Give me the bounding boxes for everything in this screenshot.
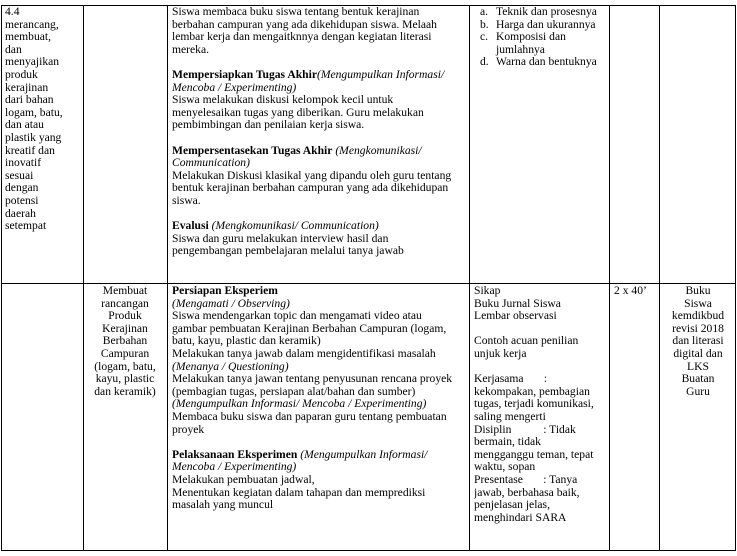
materi-line: Produk bbox=[108, 309, 142, 323]
penilaian-line: bermain, tidak bbox=[474, 435, 541, 449]
kd-line: produk bbox=[5, 67, 38, 81]
sumber-line: Buku bbox=[685, 285, 711, 297]
kd-line: inovatif bbox=[5, 156, 42, 170]
row2-sumber-cell bbox=[662, 285, 734, 398]
penilaian-line: menghindari SARA bbox=[474, 510, 567, 524]
kd-line: dengan bbox=[5, 181, 39, 195]
penilaian-line: Contoh acuan penilian bbox=[474, 334, 579, 348]
body-line: Siswa mendengarkan topic dan mengamati video atau bbox=[172, 309, 422, 323]
col-border-3 bbox=[469, 5, 470, 551]
body-line: Membaca buku siswa dan paparan guru tentang pembuatan bbox=[172, 409, 447, 423]
list-text: Komposisi dan bbox=[496, 30, 566, 44]
penilaian-list bbox=[474, 6, 608, 69]
body-line: proyek bbox=[172, 422, 205, 436]
section-subtitle: (Menanya / Questioning) bbox=[172, 359, 289, 373]
sumber-line: dan literasi bbox=[672, 334, 724, 348]
col-border-0 bbox=[1, 5, 2, 551]
body-line: pembimbingan dan penilaian kerja siswa. bbox=[172, 118, 365, 132]
body-line: bentuk kerajinan berbahan campuran yang ada dikehidupan bbox=[172, 181, 449, 195]
kd-line: merancang, bbox=[5, 17, 59, 31]
row2-kegiatan-cell bbox=[172, 285, 468, 512]
kd-line: dan bbox=[5, 42, 22, 56]
body-line: batu, kayu, plastic dan keramik) bbox=[172, 334, 321, 348]
materi-line: Berbahan bbox=[102, 334, 148, 348]
sumber-line: Buatan bbox=[681, 372, 715, 386]
penilaian-line: Kerjasama : bbox=[474, 372, 548, 386]
kd-line: membuat, bbox=[5, 30, 52, 44]
kd-line: logam, batu, bbox=[5, 105, 63, 119]
section-title: Mempersentasekan Tugas Akhir bbox=[172, 143, 333, 157]
sumber-line: Siswa bbox=[684, 296, 712, 310]
materi-line: Campuran bbox=[100, 346, 150, 360]
section-subtitle: (Mengamati / Observing) bbox=[172, 296, 290, 310]
penilaian-line: Buku Jurnal Siswa bbox=[474, 296, 561, 310]
kd-line: dari bahan bbox=[5, 93, 54, 107]
section-subtitle: (Mengumpulkan Informasi/ bbox=[300, 447, 428, 461]
section-subtitle: Communication) bbox=[172, 156, 250, 170]
list-marker: b. bbox=[480, 17, 489, 31]
row1-kegiatan-cell bbox=[172, 6, 468, 258]
col-border-4 bbox=[609, 5, 610, 551]
col-border-1 bbox=[83, 5, 84, 551]
intro-line: berbahan campuran yang ada dikehidupan siswa. Melaah bbox=[172, 17, 437, 31]
row1-penilaian-cell bbox=[474, 6, 608, 69]
sumber-line: Guru bbox=[686, 384, 710, 398]
row2-penilaian-cell bbox=[474, 285, 608, 524]
section-heading bbox=[172, 69, 468, 82]
penilaian-line: jawab, berbahasa baik, bbox=[474, 485, 580, 499]
materi-line: Kerajinan bbox=[102, 321, 148, 335]
penilaian-line: waktu, sopan bbox=[474, 460, 536, 474]
kd-line: menyajikan bbox=[5, 55, 60, 69]
intro-line: lembar kerja dan mengaitknnya dengan kegiatan literasi bbox=[172, 30, 432, 44]
list-text: Harga dan ukurannya bbox=[496, 17, 596, 31]
section-subtitle: (Mengumpulkan Informasi/ bbox=[316, 67, 445, 81]
list-marker: c. bbox=[480, 30, 489, 44]
list-item bbox=[474, 31, 608, 56]
body-line: pengembangan pembelajaran melalui tanya jawab bbox=[172, 244, 404, 258]
penilaian-line: Lembar observasi bbox=[474, 309, 557, 323]
penilaian-line: penjelasan jelas, bbox=[474, 498, 550, 512]
section-title: Pelaksanaan Eksperimen bbox=[172, 447, 298, 461]
sumber-line: LKS bbox=[687, 359, 709, 373]
penilaian-line: Disiplin : Tidak bbox=[474, 422, 576, 436]
kd-line: daerah bbox=[5, 206, 36, 220]
penilaian-line: saling mengerti bbox=[474, 409, 546, 423]
kd-line: sesuai bbox=[5, 168, 34, 182]
body-line: Siswa dan guru melakukan interview hasil dan bbox=[172, 231, 389, 245]
list-marker: a. bbox=[480, 6, 489, 18]
list-text: Warna dan bentuknya bbox=[496, 55, 597, 69]
table-bottom-border bbox=[1, 550, 735, 551]
section-subtitle: Mencoba / Experimenting) bbox=[172, 460, 297, 474]
section-subtitle: Mencoba / Experimenting) bbox=[172, 80, 297, 94]
body-line: Siswa melakukan diskusi kelompok kecil untuk bbox=[172, 93, 394, 107]
section-heading bbox=[172, 220, 468, 233]
body-line: (pembagian tugas, persiapan alat/bahan dan sumber) bbox=[172, 384, 416, 398]
col-border-2 bbox=[167, 5, 168, 551]
section-subtitle: (Mengumpulkan Informasi/ Mencoba / Experimenting) bbox=[172, 397, 427, 411]
materi-line: rancangan bbox=[101, 296, 149, 310]
section-title: Persiapan Eksperiem bbox=[172, 285, 278, 297]
penilaian-line: kekompakan, pembagian bbox=[474, 384, 590, 398]
body-line: siswa. bbox=[172, 193, 201, 207]
sumber-line: revisi 2018 bbox=[672, 321, 724, 335]
list-item bbox=[474, 56, 608, 69]
kd-line: setempat bbox=[5, 219, 47, 233]
col-border-5 bbox=[659, 5, 660, 551]
kd-line: kerajinan bbox=[5, 80, 49, 94]
kd-line: 4.4 bbox=[5, 6, 20, 18]
col-border-6 bbox=[735, 5, 736, 551]
materi-line: dan keramik) bbox=[94, 384, 156, 398]
waktu-value: 2 x 40’ bbox=[614, 285, 647, 297]
row1-kd-cell bbox=[5, 6, 81, 233]
section-title: Evalusi bbox=[172, 219, 209, 233]
body-line: gambar pembuatan Kerajinan Berbahan Campuran (logam, bbox=[172, 321, 447, 335]
body-line: Melakukan tanya jawan tentang penyusunan rencana proyek bbox=[172, 372, 453, 386]
materi-line: (logam, batu, bbox=[94, 359, 156, 373]
sumber-line: kemdikbud bbox=[671, 309, 725, 323]
body-line: masalah yang muncul bbox=[172, 498, 274, 512]
row2-materi-cell bbox=[84, 285, 166, 398]
row2-waktu-cell bbox=[614, 285, 658, 298]
section-title: Mempersiapkan Tugas Akhir bbox=[172, 67, 317, 81]
intro-line: mereka. bbox=[172, 42, 210, 56]
section-subtitle: (Mengkomunikasi/ bbox=[335, 143, 422, 157]
penilaian-line: Sikap bbox=[474, 285, 501, 297]
row-divider bbox=[1, 283, 735, 284]
body-line: Menentukan kegiatan dalam tahapan dan memprediksi bbox=[172, 485, 426, 499]
body-line: Melakukan tanya jawab dalam mengidentifikasi masalah bbox=[172, 346, 436, 360]
list-marker: d. bbox=[480, 55, 489, 69]
kd-line: kreatif dan bbox=[5, 143, 55, 157]
kd-line: plastik yang bbox=[5, 130, 62, 144]
intro-line: Siswa membaca buku siswa tentang bentuk kerajinan bbox=[172, 6, 420, 18]
penilaian-line: Presentase : Tanya bbox=[474, 472, 578, 486]
penilaian-line: mengganggu teman, tepat bbox=[474, 447, 594, 461]
list-text: jumlahnya bbox=[496, 42, 545, 56]
body-line: Melakukan pembuatan jadwal, bbox=[172, 472, 315, 486]
body-line: menyelesaikan tugas yang diberikan. Guru melakukan bbox=[172, 105, 424, 119]
section-subtitle: (Mengkomunikasi/ Communication) bbox=[211, 219, 379, 233]
penilaian-line: tugas, terjadi komunikasi, bbox=[474, 397, 594, 411]
body-line: Melakukan Diskusi klasikal yang dipandu oleh guru tentang bbox=[172, 168, 452, 182]
kd-line: dan atau bbox=[5, 118, 44, 132]
materi-line: kayu, plastic bbox=[95, 372, 155, 386]
materi-line: Membuat bbox=[102, 285, 148, 297]
list-text: Teknik dan prosesnya bbox=[496, 6, 597, 18]
sumber-line: digital dan bbox=[673, 346, 723, 360]
kd-line: potensi bbox=[5, 193, 39, 207]
penilaian-line: unjuk kerja bbox=[474, 346, 527, 360]
